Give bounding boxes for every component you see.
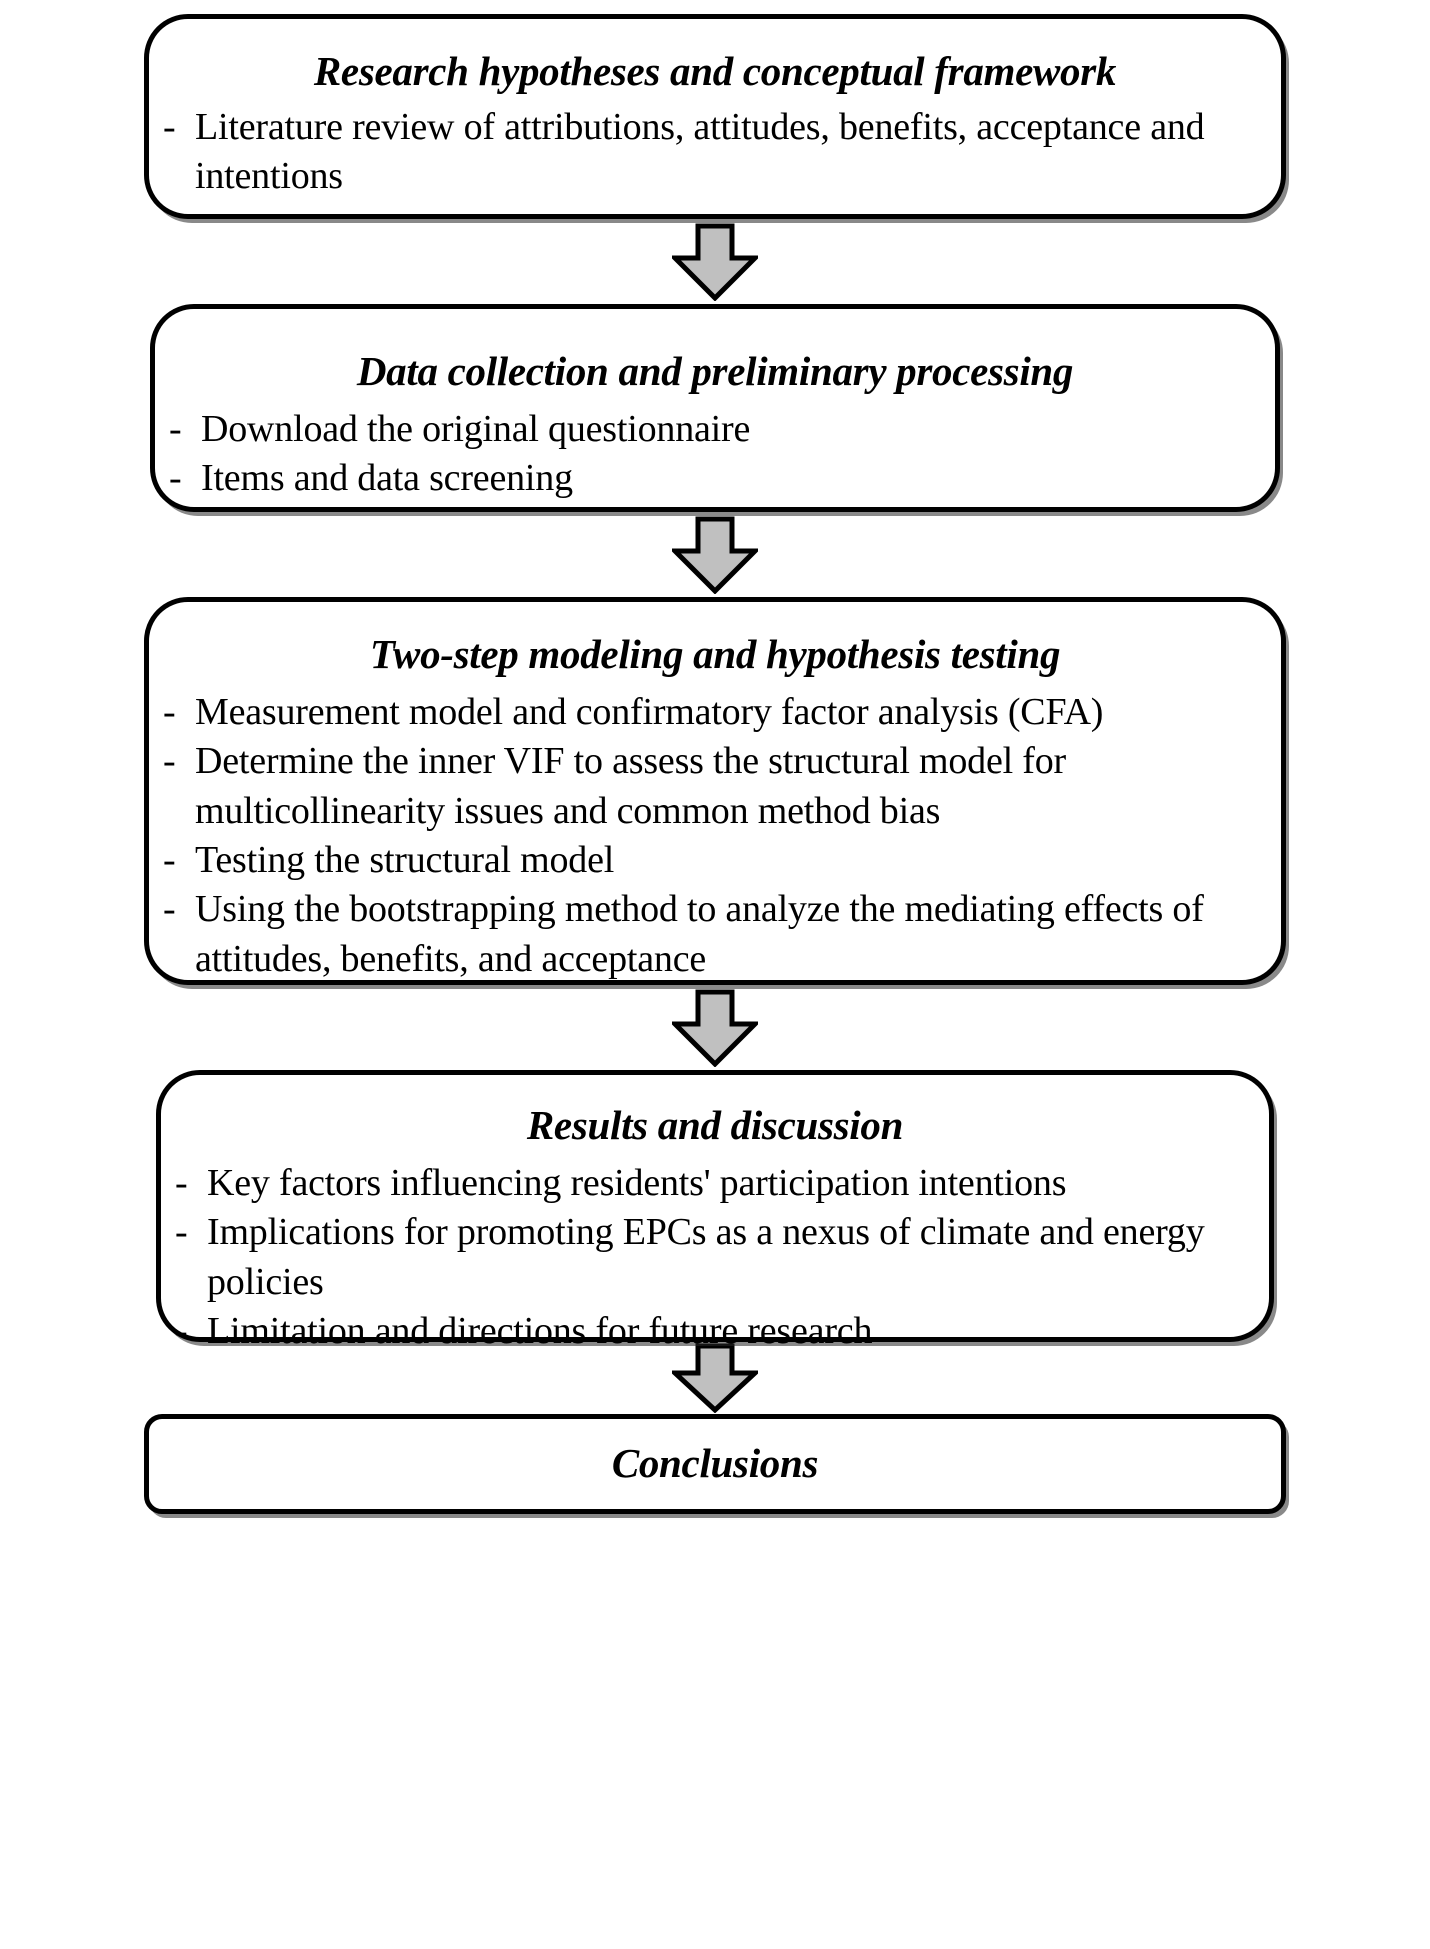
flow-node-data-collection (150, 304, 1280, 512)
list-item (155, 405, 1275, 454)
bullet-text: Key factors influencing residents' participation intentions (207, 1161, 1067, 1204)
bullet-dash-icon: - (169, 457, 182, 500)
node-bullet-list (161, 1159, 1269, 1357)
node-title: Research hypotheses and conceptual framework (313, 48, 1117, 94)
node-title: Conclusions (611, 1440, 819, 1486)
bullet-dash-icon: - (163, 105, 176, 148)
connector-2 (0, 512, 1430, 597)
list-item (149, 688, 1281, 737)
bullet-text: Measurement model and confirmatory factor analysis (CFA) (195, 690, 1104, 733)
bullet-dash-icon: - (175, 1211, 188, 1254)
node-bullet-list (155, 405, 1275, 504)
bullet-dash-icon: - (163, 888, 176, 931)
bullet-text: Using the bootstrapping method to analyze the mediating effects of attitudes, benefits, and acceptance (195, 888, 1204, 980)
list-item (161, 1307, 1269, 1356)
flow-node-research-hypotheses (144, 14, 1286, 219)
bullet-text: Testing the structural model (195, 839, 615, 882)
connector-3 (0, 985, 1430, 1070)
node-title: Two-step modeling and hypothesis testing (369, 631, 1061, 677)
down-arrow-icon (672, 516, 758, 594)
bullet-dash-icon: - (175, 1161, 188, 1204)
flow-node-results-discussion (156, 1070, 1274, 1353)
list-item (155, 454, 1275, 503)
bullet-text: Literature review of attributions, attitudes, benefits, acceptance and intentions (195, 105, 1205, 198)
list-item (161, 1208, 1269, 1307)
list-item (149, 103, 1281, 202)
bullet-text: Determine the inner VIF to assess the structural model for multicollinearity issues and common method bias (195, 740, 1066, 832)
down-arrow-icon (672, 223, 758, 301)
bullet-text: Limitation and directions for future research (207, 1310, 873, 1353)
flow-node-two-step-modeling (144, 597, 1286, 985)
bullet-dash-icon: - (163, 839, 176, 882)
list-item (161, 1159, 1269, 1208)
connector-1 (0, 219, 1430, 304)
bullet-dash-icon: - (169, 407, 182, 450)
node-title: Results and discussion (526, 1102, 904, 1148)
down-arrow-icon (672, 989, 758, 1067)
bullet-text: Download the original questionnaire (201, 407, 751, 450)
list-item (149, 737, 1281, 836)
flow-node-conclusions (144, 1414, 1286, 1514)
bullet-text: Items and data screening (201, 457, 573, 500)
top-spacer (0, 0, 1430, 14)
node-bullet-list (149, 688, 1281, 984)
node-title: Data collection and preliminary processing (356, 348, 1074, 394)
list-item (149, 885, 1281, 984)
bullet-dash-icon: - (163, 740, 176, 783)
bullet-text: Implications for promoting EPCs as a nexus of climate and energy policies (207, 1211, 1205, 1303)
list-item (149, 836, 1281, 885)
node-bullet-list (149, 103, 1281, 202)
bullet-dash-icon: - (163, 690, 176, 733)
bullet-dash-icon: - (175, 1310, 188, 1353)
